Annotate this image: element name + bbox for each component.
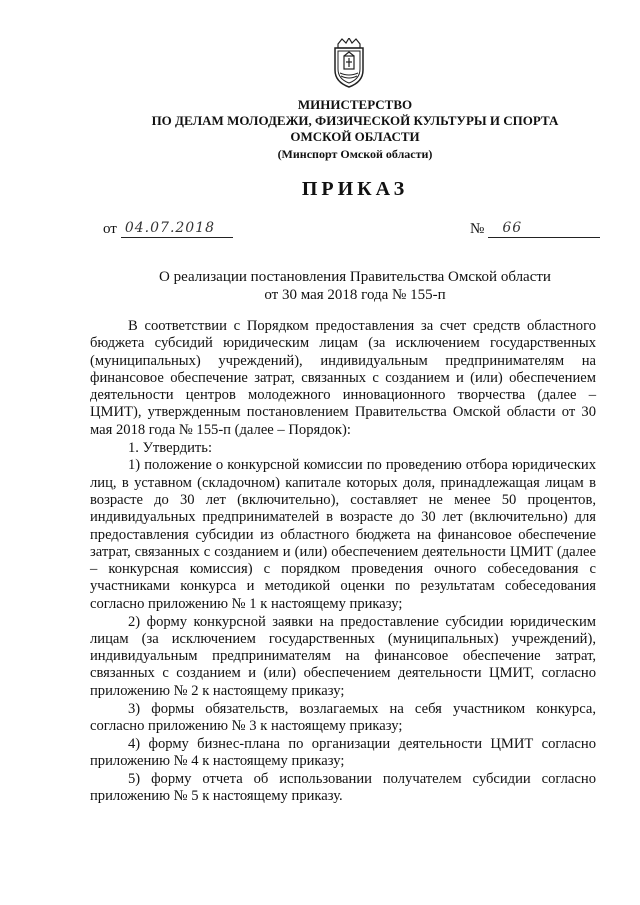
document-title: ПРИКАЗ [301, 178, 409, 200]
coat-of-arms-icon [331, 38, 367, 88]
number-prefix: № [470, 221, 485, 237]
document-body [90, 318, 596, 806]
paragraph-item-3: 3) формы обязательств, возлагаемых на себя участником конкурса, согласно приложению № 3 к настоящему приказу; [90, 700, 596, 734]
date-field [103, 220, 233, 238]
paragraph-item-2: 2) форму конкурсной заявки на предоставление субсидии юридическим лицам (за исключением государственных (муниципальных) учреждений), индивидуальным предпринимателям на финансовое обеспечение затрат, связанных с созданием и (или) обеспечением деятельности ЦМИТ, согласно приложению № 2 к настоящему приказу; [90, 613, 596, 699]
handwritten-date: 04.07.2018 [124, 220, 216, 236]
handwritten-number: 66 [502, 220, 523, 236]
document-subject [90, 268, 620, 304]
number-line [488, 220, 600, 238]
paragraph-preamble: В соответствии с Порядком предоставления за счет средств областного бюджета субсидий юридическим лицам (за исключением государственных (муниципальных) учреждений), индивидуальным предпринимателям на финансовое обеспечение затрат, связанных с созданием и (или) обеспечением деятельности центров молодежного инновационного творчества (далее – ЦМИТ), утвержденным постановлением Правительства Омской области от 30 мая 2018 года № 155-п (далее – Порядок): [90, 318, 596, 438]
ministry-name-line3: ОМСКОЙ ОБЛАСТИ [290, 129, 420, 144]
ministry-short-name: (Минспорт Омской области) [277, 147, 433, 161]
ministry-name-line1: МИНИСТЕРСТВО [297, 97, 413, 112]
number-field [470, 220, 600, 238]
subject-line1: О реализации постановления Правительства Омской области [159, 269, 551, 285]
paragraph-approve: 1. Утвердить: [128, 439, 213, 456]
paragraph-item-5: 5) форму отчета об использовании получателем субсидии согласно приложению № 5 к настоящему приказу. [90, 770, 596, 805]
paragraph-item-1: 1) положение о конкурсной комиссии по проведению отбора юридических лиц, в уставном (складочном) капитале которых доля, принадлежащая лицам в возрасте до 30 лет (включительно), составляет не менее 50 процентов, индивидуальных предпринимателей в возрасте до 30 лет (включительно) для предоставления субсидии из областного бюджета на финансовое обеспечение затрат, связанных с созданием и (или) обеспечением деятельности ЦМИТ (далее – конкурсная комиссия) с порядком проведения очного собеседования с участниками конкурса и методикой оценки по результатам собеседования согласно приложению № 1 к настоящему приказу; [90, 457, 596, 612]
ministry-name-line2: ПО ДЕЛАМ МОЛОДЕЖИ, ФИЗИЧЕСКОЙ КУЛЬТУРЫ И СПОРТА [151, 113, 559, 128]
ministry-header [90, 97, 620, 162]
subject-line2: от 30 мая 2018 года № 155-п [264, 287, 446, 303]
paragraph-item-4: 4) форму бизнес-плана по организации деятельности ЦМИТ согласно приложению № 4 к настоящему приказу; [90, 735, 596, 769]
date-line [121, 220, 233, 238]
date-prefix: от [103, 221, 117, 237]
